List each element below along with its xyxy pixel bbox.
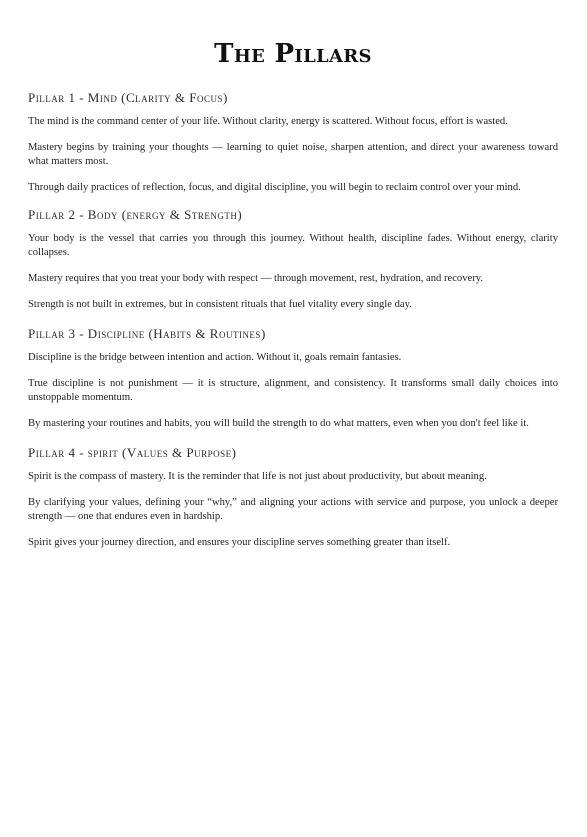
- pillar-4-paragraph-2: By clarifying your values, defining your “why,” and aligning your actions with service and purpose, you unlock a deeper strength — one that endures even in hardship.: [28, 497, 558, 522]
- pillar-4-heading: Pillar 4 - spirit (Values & Purpose): [28, 445, 237, 460]
- pillar-1-paragraph-1: The mind is the command center of your life. Without clarity, energy is scattered. Without focus, effort is wasted.: [28, 116, 508, 127]
- pillar-4-paragraph-3: Spirit gives your journey direction, and ensures your discipline serves something greater than itself.: [28, 537, 451, 548]
- pillar-3-section: [28, 326, 558, 431]
- pillar-1-paragraph-2: Mastery begins by training your thoughts — learning to quiet noise, sharpen attention, and direct your awareness toward what matters most.: [28, 142, 558, 167]
- pillar-2-paragraph-1: Your body is the vessel that carries you through this journey. Without health, discipline fades. Without energy, clarity collapses.: [28, 233, 558, 258]
- pillar-3-paragraph-2: True discipline is not punishment — it is structure, alignment, and consistency. It transforms small daily choices into unstoppable momentum.: [28, 378, 558, 403]
- pillar-3-paragraph-1: Discipline is the bridge between intention and action. Without it, goals remain fantasies.: [28, 352, 402, 363]
- pillar-2-section: [28, 207, 558, 312]
- pillar-4-paragraph-1: Spirit is the compass of mastery. It is the reminder that life is not just about productivity, but about meaning.: [28, 471, 487, 482]
- pillar-1-paragraph-3: Through daily practices of reflection, focus, and digital discipline, you will begin to reclaim control over your mind.: [28, 182, 521, 193]
- pillar-2-heading: Pillar 2 - Body (energy & Strength): [28, 207, 243, 222]
- document-page: [28, 34, 558, 562]
- pillar-3-paragraph-3: By mastering your routines and habits, you will build the strength to do what matters, even when you don't feel like it.: [28, 418, 529, 429]
- pillar-4-section: [28, 445, 558, 550]
- pillar-2-paragraph-2: Mastery requires that you treat your body with respect — through movement, rest, hydration, and recovery.: [28, 273, 484, 284]
- pillar-3-heading: Pillar 3 - Discipline (Habits & Routines): [28, 326, 266, 341]
- pillar-1-section: [28, 90, 558, 195]
- pillar-1-heading: Pillar 1 - Mind (Clarity & Focus): [28, 90, 228, 105]
- pillar-2-paragraph-3: Strength is not built in extremes, but in consistent rituals that fuel vitality every single day.: [28, 299, 412, 310]
- page-title: The Pillars: [214, 39, 372, 69]
